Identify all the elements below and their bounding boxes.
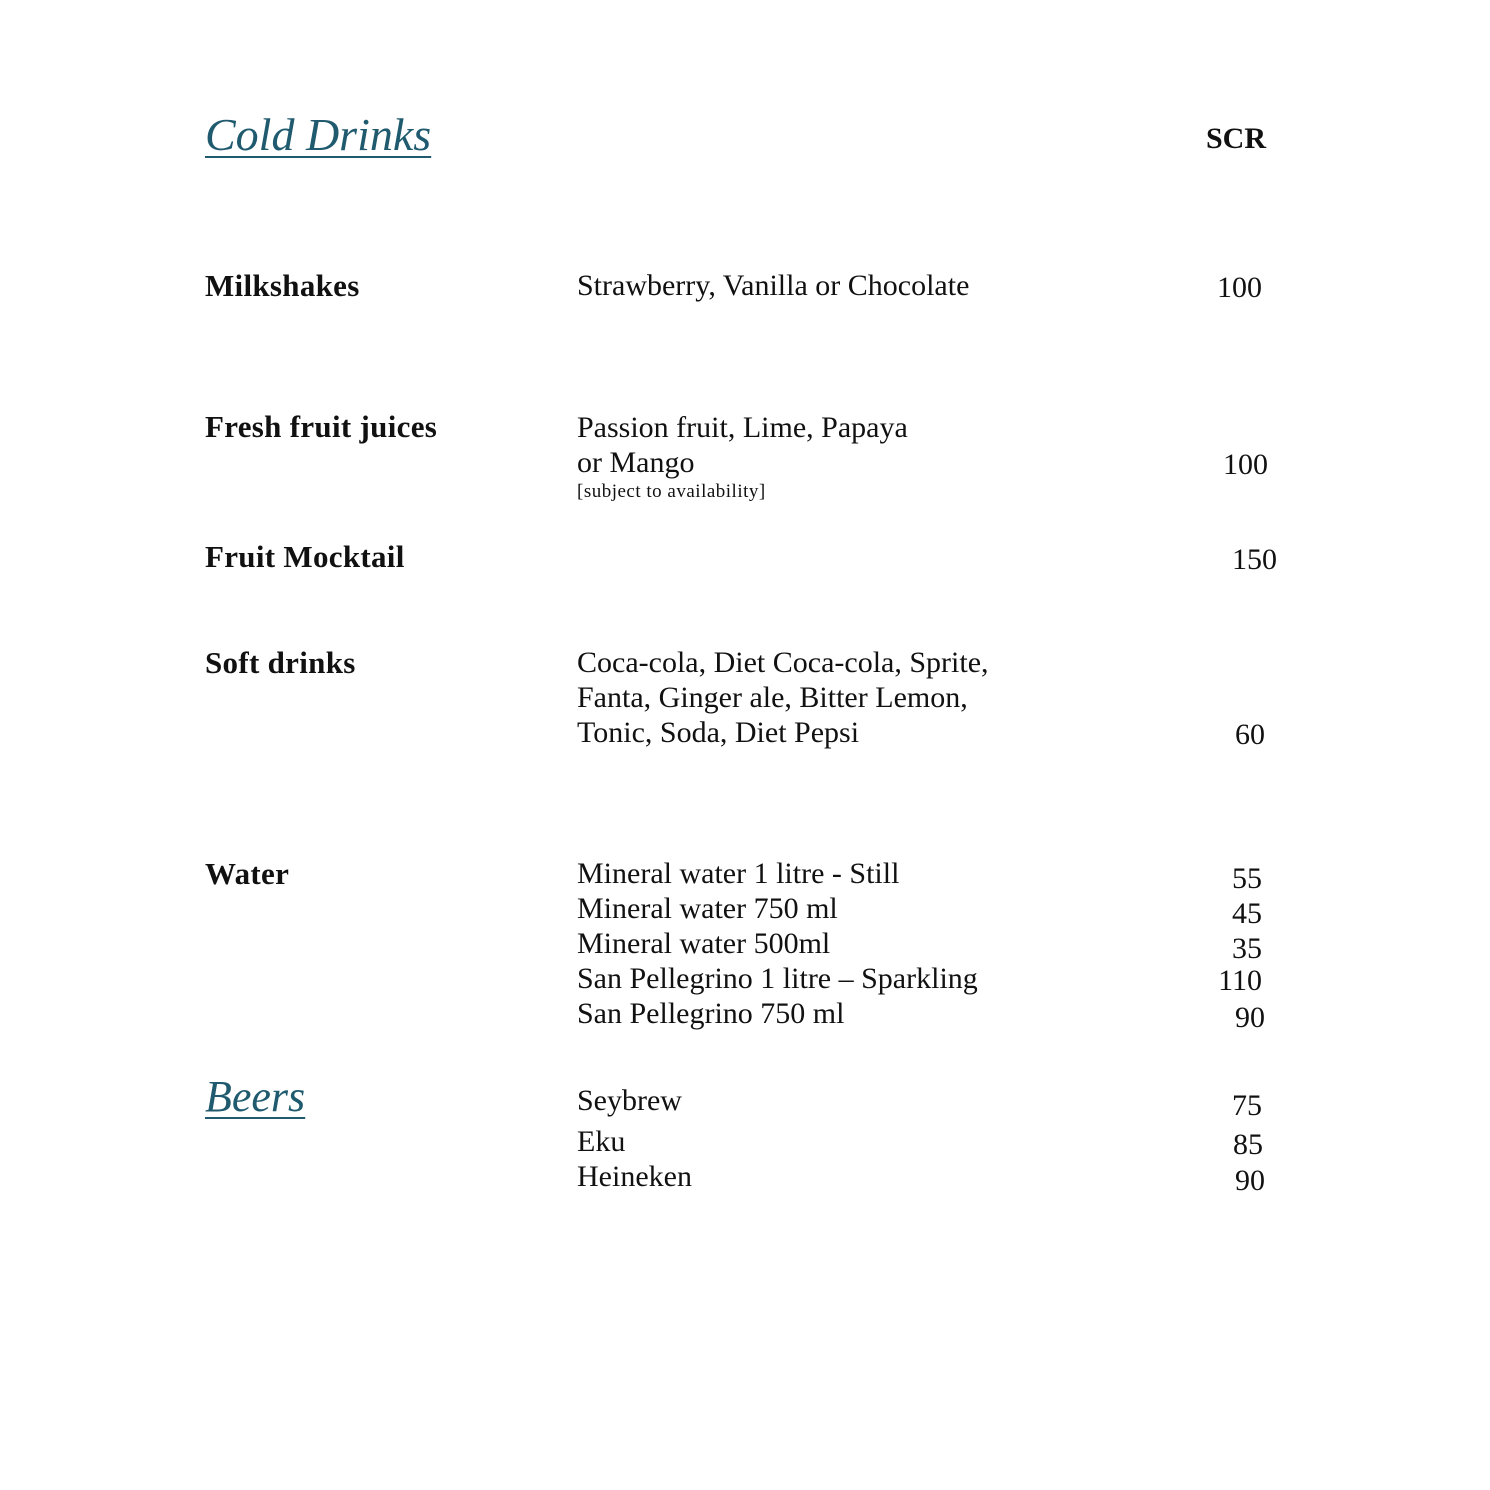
water-item-name: Mineral water 1 litre - Still xyxy=(577,857,900,890)
water-price-500: 35 xyxy=(1232,932,1262,965)
mocktail-price: 150 xyxy=(1232,543,1277,576)
juices-availability-note: [subject to availability] xyxy=(577,481,766,502)
water-list xyxy=(577,856,978,1031)
section-title-cold-drinks: Cold Drinks xyxy=(205,109,432,160)
soft-drinks-description-line: Coca-cola, Diet Coca-cola, Sprite, xyxy=(577,646,989,679)
soft-drinks-description-line: Tonic, Soda, Diet Pepsi xyxy=(577,716,860,749)
soft-drinks-description-line: Fanta, Ginger ale, Bitter Lemon, xyxy=(577,681,968,714)
water-item-name: San Pellegrino 750 ml xyxy=(577,997,845,1030)
category-soft-drinks: Soft drinks xyxy=(205,645,356,680)
water-price-pellegrino-1l: 110 xyxy=(1218,964,1262,997)
juices-description-line: Passion fruit, Lime, Papaya xyxy=(577,411,908,444)
category-fruit-mocktail: Fruit Mocktail xyxy=(205,539,405,574)
beer-item-name: Heineken xyxy=(577,1160,692,1193)
milkshakes-price: 100 xyxy=(1217,271,1262,304)
section-title-beers: Beers xyxy=(205,1072,306,1121)
beer-item-name: Seybrew xyxy=(577,1084,682,1117)
category-fresh-fruit-juices: Fresh fruit juices xyxy=(205,409,438,444)
beer-price-heineken: 90 xyxy=(1235,1164,1265,1197)
water-item-name: San Pellegrino 1 litre – Sparkling xyxy=(577,962,978,995)
juices-price: 100 xyxy=(1223,448,1268,481)
beer-price-eku: 85 xyxy=(1233,1128,1263,1161)
soft-drinks-description xyxy=(577,645,989,750)
milkshakes-description: Strawberry, Vanilla or Chocolate xyxy=(577,269,970,302)
water-item-name: Mineral water 750 ml xyxy=(577,892,838,925)
soft-drinks-price: 60 xyxy=(1235,718,1265,751)
beer-price-seybrew: 75 xyxy=(1232,1089,1262,1122)
water-price-pellegrino-750: 90 xyxy=(1235,1001,1265,1034)
juices-description xyxy=(577,410,908,480)
water-price-1l-still: 55 xyxy=(1232,862,1262,895)
currency-label: SCR xyxy=(1206,122,1267,155)
beer-item-name: Eku xyxy=(577,1125,626,1158)
category-water: Water xyxy=(205,856,290,891)
juices-description-line: or Mango xyxy=(577,446,695,479)
category-milkshakes: Milkshakes xyxy=(205,268,360,303)
water-price-750: 45 xyxy=(1232,897,1262,930)
water-item-name: Mineral water 500ml xyxy=(577,927,831,960)
